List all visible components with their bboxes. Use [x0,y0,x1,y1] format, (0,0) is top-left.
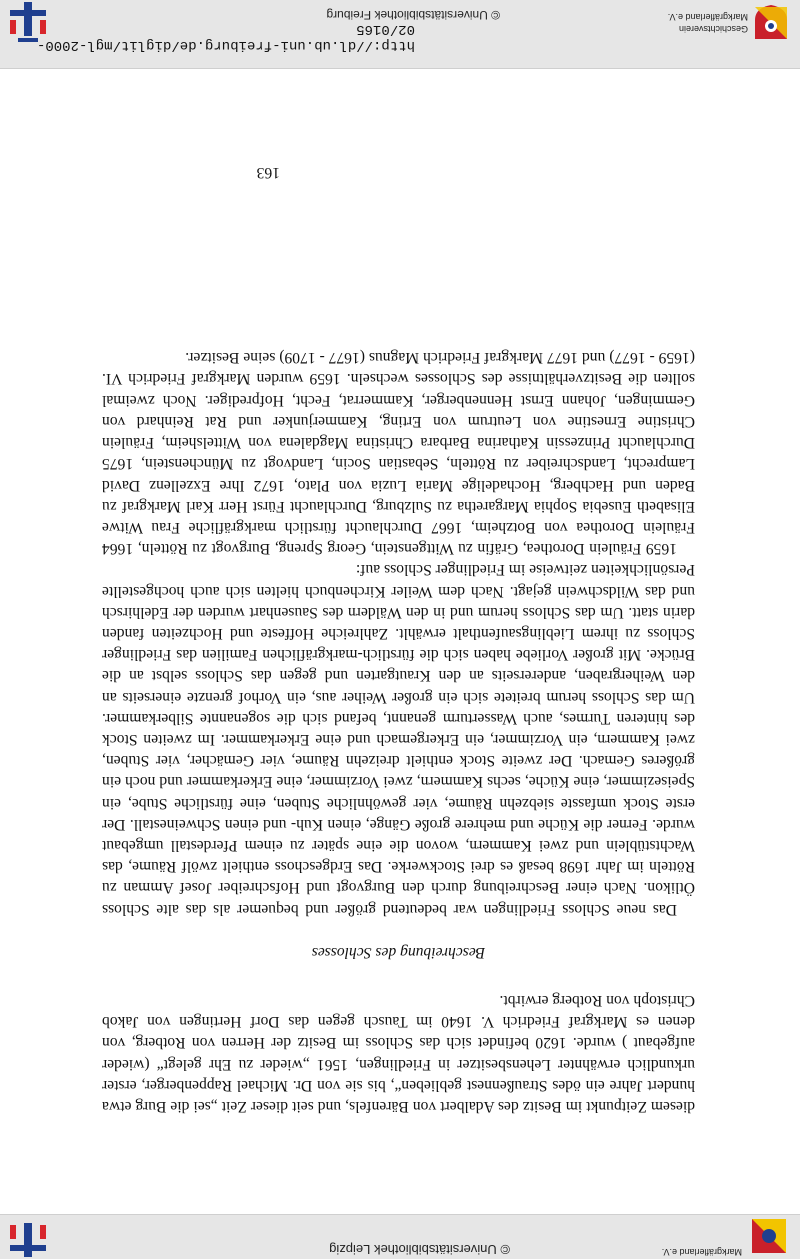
page-number: 163 [256,164,280,181]
paragraph-visitors: 1659 Fräulein Dorothea, Gräfin zu Wittgenstein, Georg Spreng, Burgvogt zu Rötteln, 1664 Fräulein Dorothea von Botzheim, 1667 Durchlaucht fürstlich markgräfliche Frau Witwe Elisabeth Eusebia Sophia Margaretha zu Sulzburg, Durchlaucht Fürst Herr Karl Markgraf zu Baden und Hachberg, Hochadelige Maria Luzia von Plato, 1672 Ihre Exzellenz David Lamprecht, Landschreiber zu Rötteln, Sebastian Socin, Landvogt zu Münchenstein, 1675 Durchlaucht Prinzessin Katharina Barbara Christina Magdalena von Wittelsheim, Fräulein Christine Ernestine von Leutrum von Erting, Kammerjunker und Rat Reinhard von Gemmingen, Johann Ernst Hennenberger, Kammerrat, Fecht, Hofprediger. Noch zweimal sollten die Besitzverhältnisse des Schlosses wechseln. 1659 wurden Markgraf Friedrich VI. (1659 - 1677) und 1677 Markgraf Friedrich Magnus (1677 - 1709) seine Besitzer. [102,349,695,558]
document-url-link[interactable]: http://dl.ub.uni-freiburg.de/diglit/mgl-2000-02/0165 [36,21,415,53]
society-name-line2: Markgräflerland e.V. [667,12,748,22]
society-name-bottom: Markgräflerland e.V. [661,1247,742,1257]
library-credit-bottom: © Universitätsbibliothek Leipzig [329,1242,510,1257]
document-body [102,347,695,1117]
society-crest-icon [752,4,790,42]
paragraph-description: Das neue Schloss Friedlingen war bedeutend größer und bequemer als das alte Schloss Ötlikon. Nach einer Beschreibung durch den Burgvogt und Hofschreiber Josef Amman zu Rötteln im Jahr 1698 besaß es drei Stockwerke. Das Erdgeschoss enthielt zwölf Räume, das Wachtstüblein und zwei Kammern, wovon die eine später zu einem Pferdestall umgebaut wurde. Ferner die Küche und mehrere große Gänge, einen Kuh- und einen Schweinestall. Der erste Stock umfasste siebzehn Räume, vier gewöhnliche Stuben, eine fürstliche Stube, ein Speisezimmer, eine Küche, sechs Kammern, zwei Vorzimmer, eine Erkerkammer und noch ein größeres Gemach. Der zweite Stock enthielt dreizehn Räume, vier Gemächer, vier Stuben, zwei Kammern, ein Vorzimmer, ein Erkergemach und eine Erkerkammer. Im zweiten Stock des hinteren Turmes, auch Wasserturm genannt, befand sich die sogenannte Silberkammer. Um das Schloss herum breitete sich ein großer Weiher aus, ein Vorhof grenzte einerseits an den Weihergraben, andererseits an den Krautgarten und gegen das Schloss selbst an die Brücke. Mit großer Vorliebe haben sich die fürstlich-markgräflichen Familien das Friedlinger Schloss zu ihrem Lieblingsaufenthalt erwählt. Zahlreiche Hoffeste und Hochzeiten fanden darin statt. Um das Schloss herum und in den Wäldern des Sausenhart wurden der Edelhirsch und das Wildschwein gejagt. Nach dem Weiler Kirchenbuch hielten sich auch hochgestellte Persönlichkeiten zeitweise im Friedlinger Schloss auf: [102,561,695,918]
university-logo-icon [8,1217,48,1257]
society-name-line1: Geschichtsverein [678,24,748,34]
paragraph-intro: diesem Zeitpunkt im Besitz des Adalbert von Bärenfels, und seit dieser Zeit „sei die Burg etwa hundert Jahre ein ödes Straußennest geblieben“, bis sie von Dr. Michael Rappenberger, erster urkundlich erwähnter Lehensbesitzer in Friedlingen, 1561 „wieder zu Ehr gelegt“ (wieder aufgebaut ) wurde. 1620 befindet sich das Schloss im Besitz der Herren von Rotberg, von denen es Markgraf Friedrich V. 1640 im Tausch gegen das Dorf Hertingen von Jakob Christoph von Rotberg erwirbt. [102,991,695,1115]
library-credit-top: © Universitätsbibliothek Freiburg [326,8,500,22]
top-banner [0,1214,800,1259]
society-crest-icon [750,1217,788,1255]
section-heading: Beschreibung des Schlosses [311,943,486,961]
